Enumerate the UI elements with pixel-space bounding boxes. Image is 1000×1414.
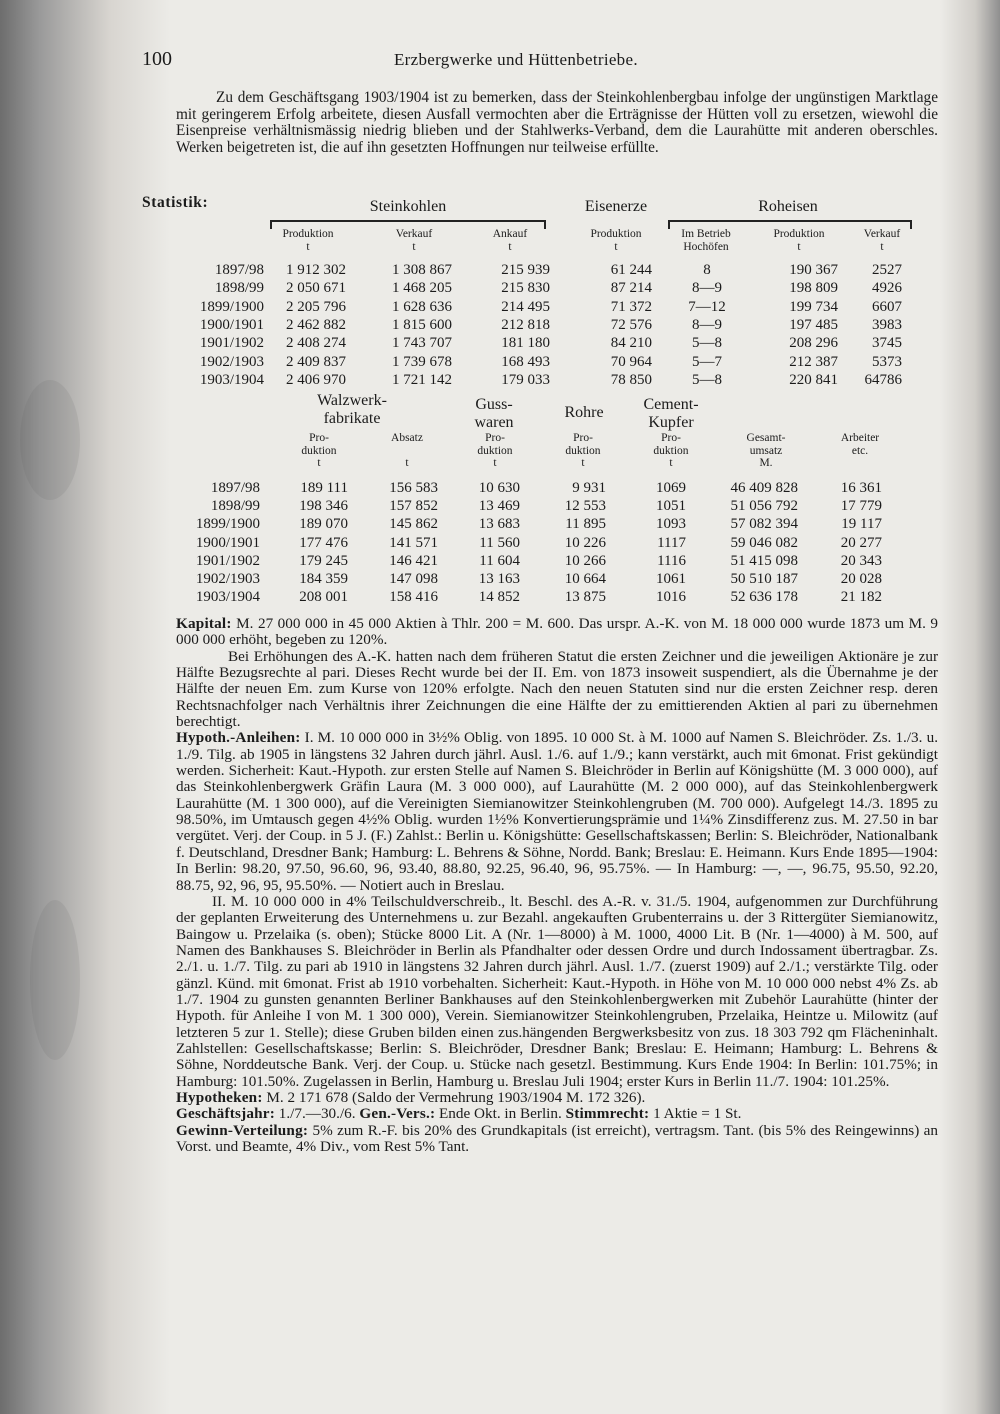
- row-year: 1897/98: [214, 262, 264, 278]
- table-row: [0, 516, 1000, 533]
- t1-col-header: Produktion t: [773, 228, 825, 253]
- table-cell: 10 630: [478, 480, 520, 496]
- table-cell: 10 266: [564, 552, 606, 569]
- t1-col-header: Produktion t: [590, 228, 642, 253]
- table-cell: 1 815 600: [392, 316, 452, 333]
- table-cell: 197 485: [789, 316, 838, 333]
- gewinn-text: 5% zum R.-F. bis 20% des Grundkapitals (ist erreicht), vertragsm. Tant. (bis 5% des Reingewinns) an Vorst. und Beamte, 4% Div., vom Rest 5% Tant.: [176, 1121, 938, 1155]
- table-cell: 13 683: [478, 516, 520, 533]
- table-cell: 10 226: [564, 534, 606, 551]
- table-cell: 2 408 274: [286, 335, 346, 352]
- page-header: [142, 48, 942, 72]
- table-cell: 208 296: [789, 335, 838, 352]
- table-cell: 146 421: [389, 552, 438, 569]
- table-cell: 14 852: [478, 589, 520, 606]
- table-cell: 215 830: [501, 280, 550, 297]
- table-cell: 5—8: [692, 335, 722, 352]
- row-year: 1902/1903: [195, 571, 260, 587]
- table-cell: 72 576: [610, 316, 652, 333]
- stimmrecht-label: Stimmrecht:: [565, 1105, 650, 1123]
- hypoth-text-1: I. M. 10 000 000 in 3½% Oblig. von 1895. 10 000 St. à M. 1000 auf Namen S. Bleichröder. Zs. 1./3. u. 1./9. Tilg. ab 1905 in längstens 32 Jahren durch jährl. Ausl. 1./6. auf 1./9.; kann verstärkt, auch mit 6monat. Frist gekündigt werden. Sicherheit: Kaut.-Hypoth. zur ersten Stelle auf Namen S. Bleichröder in Berlin auf Königshütte (M. 3 000 000), auf das Steinkohlenbergwerk Gräfin Laura (M. 3 000 000), auf Laurahütte (M. 2 000 000), auf das Steinkohlenbergwerk Laurahütte (M. 1 300 000), auf die Vereinigten Siemianowitzer Steinkohlengruben (M. 700 000). Aufgelegt 14./3. 1895 zu 98.50%, im Umtausch gegen 4½% Oblig. wurden 1½% Konvertierungsprämie und 1¼% Zinsdifferenz zus. M. 27.50 in bar vergütet. Verj. der Coup. in 5 J. (F.) Zahlst.: Berlin u. Königshütte: Gesellschaftskassen; Berlin: S. Bleichröder, Nationalbank f. Deutschland, Dresdner Bank; Hamburg: L. Behrens & Söhne, Nordd. Bank; Breslau: E. Heimann. Kurs Ende 1895—1904: In Berlin: 98.20, 97.50, 96.60, 96, 93.40, 88.80, 92.25, 96.40, 96, 95.75%. — In Hamburg: —, —, 96.75, 95.50, 92.20, 88.75, 92, 96, 95, 95.50%. — Notiert auch in Breslau.: [176, 729, 938, 894]
- table-cell: 220 841: [789, 371, 838, 388]
- table-cell: 19 117: [841, 516, 882, 533]
- table-cell: 212 387: [789, 353, 838, 370]
- table-cell: 71 372: [610, 298, 652, 315]
- group-eisenerze: Eisenerze: [584, 198, 648, 215]
- table-cell: 1 912 302: [286, 262, 346, 278]
- table-cell: 16 361: [840, 480, 882, 496]
- table-cell: 5—8: [692, 371, 722, 388]
- t2-col-header: Pro- duktion t: [477, 432, 513, 469]
- table-cell: 1069: [656, 480, 686, 496]
- table-cell: 11 895: [565, 516, 606, 533]
- table-cell: 177 476: [299, 534, 348, 551]
- table-cell: 214 495: [501, 298, 550, 315]
- table-cell: 1116: [657, 552, 686, 569]
- table-cell: 51 056 792: [730, 498, 798, 515]
- table-cell: 215 939: [501, 262, 550, 278]
- scan-smudge: [30, 900, 80, 1060]
- geschaeftsjahr-line: [176, 1106, 938, 1122]
- table-cell: 10 664: [564, 571, 606, 587]
- table-cell: 46 409 828: [730, 480, 798, 496]
- t1-col-header: Im Betrieb Hochöfen: [681, 228, 731, 253]
- table-cell: 13 469: [478, 498, 520, 515]
- t2-col-header: Pro- duktion t: [565, 432, 601, 469]
- table-cell: 59 046 082: [730, 534, 798, 551]
- table-cell: 181 180: [501, 335, 550, 352]
- t2-col-header: Pro- duktion t: [301, 432, 337, 469]
- t2-col-header: Pro- duktion t: [653, 432, 689, 469]
- row-year: 1901/1902: [199, 335, 264, 352]
- row-year: 1903/1904: [195, 589, 260, 606]
- table-row: [0, 317, 1000, 334]
- table-cell: 157 852: [389, 498, 438, 515]
- t2-col-header: Absatz t: [391, 432, 423, 469]
- t1-col-header: Verkauf t: [395, 228, 433, 253]
- table-cell: 6607: [872, 298, 902, 315]
- kapital-paragraph-2: Bei Erhöhungen des A.-K. hatten nach dem früheren Statut die ersten Zeichner und die jeweiligen Aktionäre je zur Hälfte Bezugsrechte al pari. Dieses Recht wurde bei der II. Em. von 1873 insoweit suspendiert, als die Übernahme je der Hälfte der neuen Em. zum Kurse von 120% erfolgte. Nach den neuen Statuten sind nur die ersten Zeichner resp. deren Rechtsnachfolger nach Verhältnis ihrer Zeichnungen die eine Hälfte der zu emittierenden Aktien al pari zu übernehmen berechtigt.: [176, 647, 938, 731]
- table-cell: 8—9: [692, 280, 722, 297]
- table-row: [0, 589, 1000, 606]
- table-cell: 21 182: [840, 589, 882, 606]
- row-year: 1897/98: [210, 480, 260, 496]
- table-cell: 78 850: [610, 371, 652, 388]
- hypotheken-paragraph: [176, 1090, 938, 1106]
- row-year: 1898/99: [210, 498, 260, 515]
- table-cell: 1016: [656, 589, 686, 606]
- page-number: 100: [142, 48, 172, 70]
- table-cell: 3745: [872, 335, 902, 352]
- table-cell: 8: [703, 262, 711, 278]
- table-cell: 61 244: [610, 262, 652, 278]
- intro-paragraph: [176, 90, 938, 156]
- row-year: 1901/1902: [195, 552, 260, 569]
- table-cell: 7—12: [688, 298, 726, 315]
- row-year: 1899/1900: [199, 298, 264, 315]
- table-cell: 70 964: [610, 353, 652, 370]
- table-row: [0, 280, 1000, 297]
- stimmrecht-text: 1 Aktie = 1 St.: [653, 1105, 742, 1123]
- table-cell: 1117: [657, 534, 686, 551]
- table-cell: 5373: [872, 353, 902, 370]
- table-cell: 3983: [872, 316, 902, 333]
- table-cell: 184 359: [299, 571, 348, 587]
- table-cell: 11 560: [479, 534, 520, 551]
- table-cell: 13 163: [478, 571, 520, 587]
- table-cell: 1 308 867: [392, 262, 452, 278]
- table-row: [0, 535, 1000, 552]
- table-cell: 2 205 796: [286, 298, 346, 315]
- row-year: 1902/1903: [199, 353, 264, 370]
- table-cell: 12 553: [564, 498, 606, 515]
- table-cell: 51 415 098: [730, 552, 798, 569]
- table-cell: 5—7: [692, 353, 722, 370]
- t1-col-header: Ankauf t: [492, 228, 528, 253]
- table-cell: 179 245: [299, 552, 348, 569]
- geschaeftsjahr-text: 1./7.—30./6.: [278, 1105, 356, 1123]
- table-cell: 87 214: [610, 280, 652, 297]
- table-cell: 145 862: [389, 516, 438, 533]
- table-row: [0, 498, 1000, 515]
- table-row: [0, 480, 1000, 497]
- table-cell: 64786: [864, 371, 902, 388]
- kapital-paragraph: [176, 616, 938, 649]
- table-cell: 2 050 671: [286, 280, 346, 297]
- group-roheisen: Roheisen: [758, 198, 818, 215]
- table-cell: 1051: [656, 498, 686, 515]
- table-cell: 17 779: [840, 498, 882, 515]
- table-cell: 2 462 882: [286, 316, 346, 333]
- table-row: [0, 571, 1000, 588]
- table-cell: 2527: [872, 262, 902, 278]
- row-year: 1900/1901: [199, 316, 264, 333]
- table-cell: 198 346: [299, 498, 348, 515]
- table-cell: 20 028: [840, 571, 882, 587]
- table-cell: 199 734: [789, 298, 838, 315]
- geschaeftsjahr-label: Geschäftsjahr:: [176, 1105, 275, 1123]
- genvers-text: Ende Okt. in Berlin.: [439, 1105, 562, 1123]
- table-cell: 4926: [872, 280, 902, 297]
- gewinn-paragraph: [176, 1123, 938, 1156]
- table-cell: 1 743 707: [392, 335, 452, 352]
- table-cell: 1061: [656, 571, 686, 587]
- row-year: 1903/1904: [199, 371, 264, 388]
- table-cell: 208 001: [299, 589, 348, 606]
- t1-col-header: Produktion t: [282, 228, 334, 253]
- table-cell: 84 210: [610, 335, 652, 352]
- table-cell: 212 818: [501, 316, 550, 333]
- table-cell: 147 098: [389, 571, 438, 587]
- statistik-label: Statistik:: [142, 194, 209, 211]
- intro-text: Zu dem Geschäftsgang 1903/1904 ist zu bemerken, dass der Steinkohlenbergbau infolge der ungünstigen Marktlage mit geringerem Erfolg arbeitete, diesen Ausfall vermochten aber die Erträgnisse der Hütten voll zu ersetzen, wiewohl die Eisenpreise verhältnismässig niedrig blieben und der Stahlwerks-Verband, dem die Laurahütte mit anderen oberschles. Werken beigetreten ist, die auf ihn gesetzten Hoffnungen nur teilweise erfüllte.: [176, 89, 938, 156]
- kapital-text: M. 27 000 000 in 45 000 Aktien à Thlr. 200 = M. 600. Das urspr. A.-K. von M. 18 000 000 wurde 1873 um M. 9 000 000 erhöht, begeben zu 120%.: [176, 615, 938, 649]
- table-cell: 189 111: [300, 480, 348, 496]
- t1-col-header: Verkauf t: [863, 228, 901, 253]
- running-title: Erzbergwerke und Hüttenbetriebe.: [394, 50, 638, 69]
- hypoth-paragraph-1: [176, 730, 938, 893]
- table-cell: 198 809: [789, 280, 838, 297]
- row-year: 1899/1900: [195, 516, 260, 533]
- hypoth-label: Hypoth.-Anleihen:: [176, 729, 301, 747]
- table-cell: 168 493: [501, 353, 550, 370]
- table-row: [0, 354, 1000, 371]
- table-cell: 2 406 970: [286, 371, 346, 388]
- table-cell: 11 604: [479, 552, 520, 569]
- table-cell: 1 721 142: [392, 371, 452, 388]
- table-cell: 179 033: [501, 371, 550, 388]
- kapital-label: Kapital:: [176, 615, 232, 632]
- group-cement: Cement- Kupfer: [643, 396, 699, 431]
- group-steinkohlen: Steinkohlen: [369, 198, 447, 215]
- table-cell: 1 468 205: [392, 280, 452, 297]
- table-cell: 158 416: [389, 589, 438, 606]
- table-row: [0, 553, 1000, 570]
- table-cell: 190 367: [789, 262, 838, 278]
- group-guss: Guss- waren: [474, 396, 514, 431]
- t2-col-header: Gesamt- umsatz M.: [746, 432, 786, 469]
- table-cell: 20 277: [840, 534, 882, 551]
- table-row: [0, 262, 1000, 279]
- table-cell: 20 343: [840, 552, 882, 569]
- table-cell: 1 628 636: [392, 298, 452, 315]
- hypotheken-label: Hypotheken:: [176, 1088, 263, 1106]
- table-cell: 13 875: [564, 589, 606, 606]
- genvers-label: Gen.-Vers.:: [359, 1105, 436, 1123]
- row-year: 1898/99: [214, 280, 264, 297]
- table-row: [0, 299, 1000, 316]
- table-cell: 1 739 678: [392, 353, 452, 370]
- group-rohre: Rohre: [564, 404, 604, 421]
- t2-col-header: Arbeiter etc.: [840, 432, 880, 457]
- table-cell: 52 636 178: [730, 589, 798, 606]
- table-cell: 189 070: [299, 516, 348, 533]
- table-row: [0, 335, 1000, 352]
- row-year: 1900/1901: [195, 534, 260, 551]
- table-cell: 9 931: [572, 480, 606, 496]
- table-cell: 2 409 837: [286, 353, 346, 370]
- table-row: [0, 372, 1000, 389]
- table-cell: 141 571: [389, 534, 438, 551]
- hypoth-paragraph-2: II. M. 10 000 000 in 4% Teilschuldverschreib., lt. Beschl. des A.-R. v. 31./5. 1904, aufgenommen zur Durchführung der geplanten Erweiterung des Unternehmens u. zur Bezahl. angekauften Grubenterrains u. der 3 Rittergüter Siemianowitz, Baingow u. Przelaika (s. oben); Stücke 8000 Lit. A (Nr. 1—8000) à M. 1000, 4000 Lit. B (Nr. 1—4000) à M. 500, auf Namen des Bankhauses S. Bleichröder in Berlin als Pfandhalter oder dessen Ordre und durch Indossament übertragbar. Zs. 2./1. u. 1./7. Tilg. zu pari ab 1910 in längstens 32 Jahren durch jährl. Ausl. 1./7. (zuerst 1909) auf 2./1.; verstärkte Tilg. oder gänzl. Künd. mit 6monat. Frist ab 1910 vorbehalten. Sicherheit: Kaut.-Hypoth. in Höhe von M. 10 000 000 nebst 4% Zs. ab 1./7. 1904 zu gunsten genannten Berliner Bankhauses auf den Steinkohlenbergwerken mit Zubehör Laurahütte (hinter der Hypoth. für Anleihe I von M. 1 300 000), Verein. Siemianowitzer Steinkohlengruben, Przelaika, Heintze u. Milowitz (auf letzteren 5 zur 1. Stelle); diese Gruben bilden einen zus.hängenden Bergwerksbesitz von zus. 18 303 792 qm Flächeninhalt. Zahlstellen: Gesellschaftskasse; Berlin: S. Bleichröder, Dresdner Bank; Breslau: E. Heimann; Hamburg: L. Behrens & Söhne, Norddeutsche Bank. Verj. der Coup. u. Stücke nach gesetzl. Bestimmung. Kurs Ende 1904: In Berlin: 101.75%; in Hamburg: 101.50%. Zugelassen in Berlin, Hamburg u. Breslau Juli 1904; erster Kurs in Berlin 11./7. 1904: 101.25%.: [176, 892, 938, 1090]
- table-cell: 8—9: [692, 316, 722, 333]
- table-cell: 1093: [656, 516, 686, 533]
- group-walzwerk: Walzwerk- fabrikate: [317, 392, 387, 427]
- hypotheken-text: M. 2 171 678 (Saldo der Vermehrung 1903/1904 M. 172 326).: [266, 1088, 646, 1106]
- body-text: [176, 616, 938, 1155]
- table-cell: 156 583: [389, 480, 438, 496]
- gewinn-label: Gewinn-Verteilung:: [176, 1121, 309, 1139]
- table-cell: 57 082 394: [730, 516, 798, 533]
- table-cell: 50 510 187: [730, 571, 798, 587]
